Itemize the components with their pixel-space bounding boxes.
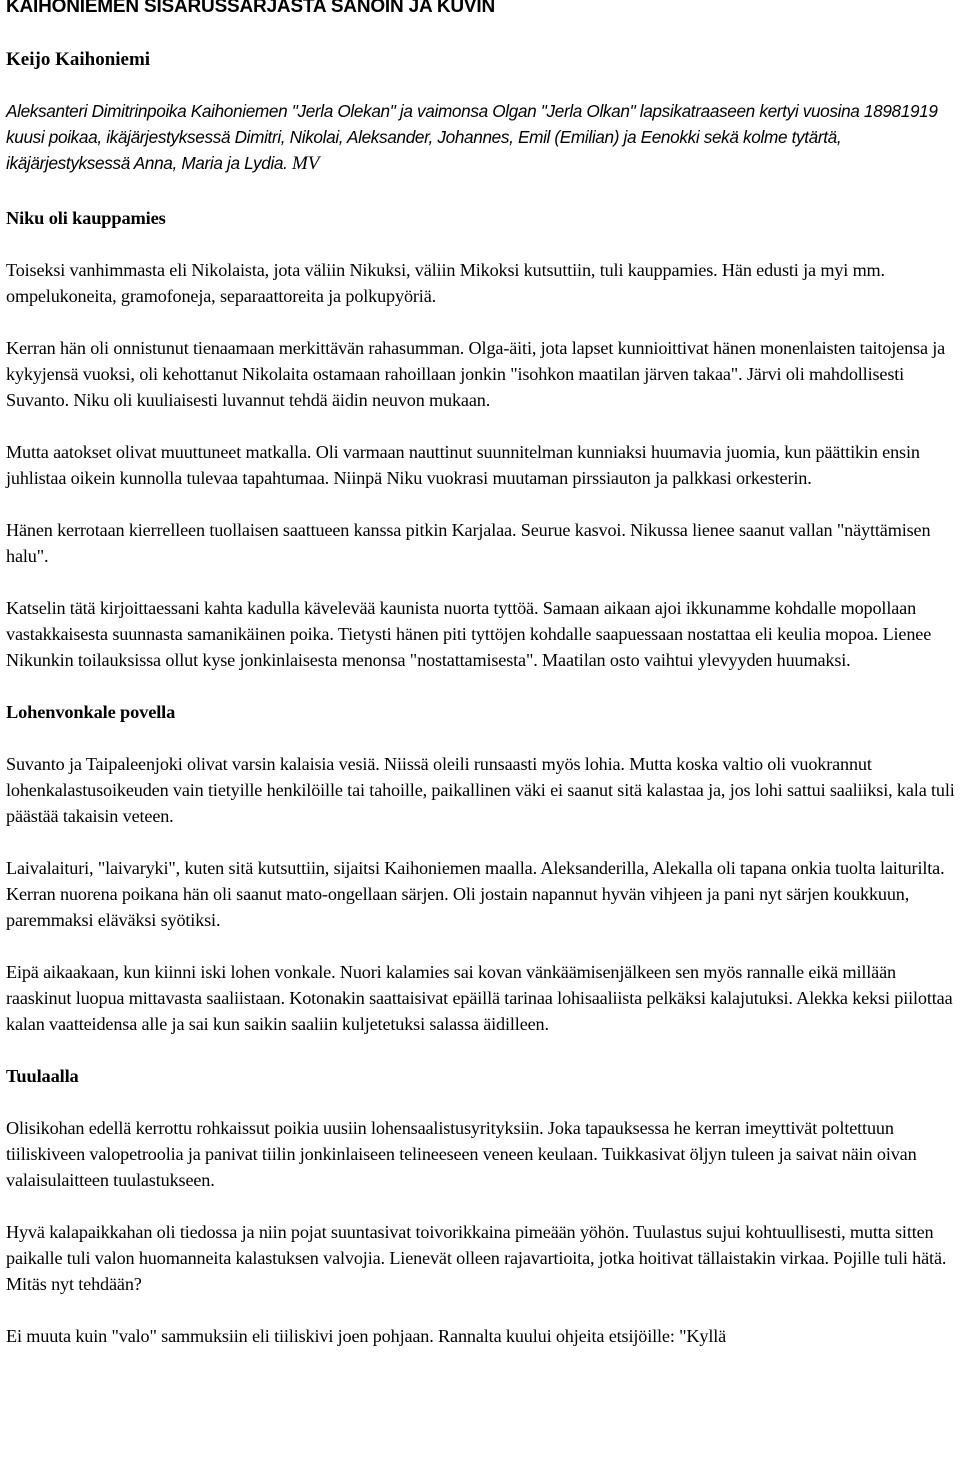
paragraph: Hänen kerrotaan kierrelleen tuollaisen saattueen kanssa pitkin Karjalaa. Seurue kasvoi. Nikussa lienee saanut vallan "näyttämisen halu". (6, 520, 931, 566)
paragraph: Mutta aatokset olivat muuttuneet matkalla. Oli varmaan nauttinut suunnitelman kunniaksi huumavia juomia, kun päättikin ensin juhlistaa oikein kunnolla tulevaa tapahtumaa. Niinpä Niku vuokrasi muutaman pirssiauton ja palkkasi orkesterin. (6, 442, 920, 488)
paragraph: Eipä aikaakaan, kun kiinni iski lohen vonkale. Nuori kalamies sai kovan vänkäämisenjälkeen sen myös rannalle eikä millään raaskinut luopua mittavasta saaliistaan. Kotonakin saattaisivat epäillä tarinaa lohisaaliista pelkäksi kalajutuksi. Alekka keksi piilottaa kalan vaatteidensa alle ja sai kun saikin saaliin kuljetetuksi salassa äidilleen. (6, 962, 953, 1034)
article-body (6, 205, 956, 1349)
intro-signature: MV (291, 153, 320, 174)
paragraph: Toiseksi vanhimmasta eli Nikolaista, jota väliin Nikuksi, väliin Mikoksi kutsuttiin, tuli kauppamies. Hän edusti ja myi mm. ompelukoneita, gramofoneja, separaattoreita ja polkupyöriä. (6, 260, 885, 306)
section-heading: Lohenvonkale povella (6, 702, 176, 722)
paragraph: Ei muuta kuin "valo" sammuksiin eli tiiliskivi joen pohjaan. Rannalta kuului ohjeita etsijöille: "Kyllä (6, 1326, 727, 1346)
paragraph: Kerran hän oli onnistunut tienaamaan merkittävän rahasumman. Olga-äiti, jota lapset kunnioittivat hänen monenlaisten taitojensa ja kykyjensä vuoksi, oli kehottanut Nikolaita ostamaan rahoillaan jonkin "isohkon maatilan järven takaa". Järvi oli mahdollisesti Suvanto. Niku oli kuuliaisesti luvannut tehdä äidin neuvon mukaan. (6, 338, 946, 410)
section-heading: Niku oli kauppamies (6, 208, 166, 228)
intro-paragraph (6, 98, 946, 177)
paragraph: Laivalaituri, "laivaryki", kuten sitä kutsuttiin, sijaitsi Kaihoniemen maalla. Aleksanderilla, Alekalla oli tapana onkia tuolta laiturilta. Kerran nuorena poikana hän oli saanut mato-ongellaan särjen. Oli jostain napannut hyvän vihjeen ja pani nyt särjen koukkuun, paremmaksi eläväksi syötiksi. (6, 858, 945, 930)
document-title: KAIHONIEMEN SISARUSSARJASTA SANOIN JA KUVIN (6, 0, 495, 17)
author-name: Keijo Kaihoniemi (6, 49, 151, 70)
paragraph: Suvanto ja Taipaleenjoki olivat varsin kalaisia vesiä. Niissä oleili runsaasti myös lohia. Mutta koska valtio oli vuokrannut lohenkalastusoikeuden vain tietyille henkilöille tai tahoille, paikallinen väki ei saanut sitä kalastaa ja, jos lohi sattui saaliiksi, kala tuli päästää takaisin veteen. (6, 754, 955, 826)
intro-text: Aleksanteri Dimitrinpoika Kaihoniemen "Jerla Olekan" ja vaimonsa Olgan "Jerla Olkan" lapsikatraaseen kertyi vuosina 18981919 kuusi poikaa, ikäjärjestyksessä Dimitri, Nikolai, Aleksander, Johannes, Emil (Emilian) ja Eenokki sekä kolme tytärtä, ikäjärjestyksessä Anna, Maria ja Lydia. (6, 101, 938, 173)
section-heading: Tuulaalla (6, 1066, 79, 1086)
paragraph: Katselin tätä kirjoittaessani kahta kadulla kävelevää kaunista nuorta tyttöä. Samaan aikaan ajoi ikkunamme kohdalle mopollaan vastakkaisesta suunnasta samanikäinen poika. Tietysti hänen piti tyttöjen kohdalle saapuessaan nostattaa eli keulia mopoa. Lienee Nikunkin toilauksissa ollut kyse jonkinlaisesta menonsa "nostattamisesta". Maatilan osto vaihtui ylevyyden huumaksi. (6, 598, 932, 670)
paragraph: Hyvä kalapaikkahan oli tiedossa ja niin pojat suuntasivat toivorikkaina pimeään yöhön. Tuulastus sujui kohtuullisesti, mutta sitten paikalle tuli valon huomanneita kalastuksen valvojia. Lienevät olleen rajavartioita, jotka hoitivat tällaistakin virkaa. Pojille tuli hätä. Mitäs nyt tehdään? (6, 1222, 947, 1294)
paragraph: Olisikohan edellä kerrottu rohkaissut poikia uusiin lohensaalistusyrityksiin. Joka tapauksessa he kerran imeyttivät poltettuun tiiliskiveen valopetroolia ja panivat tiilin jonkinlaiseen telineeseen veneen keulaan. Tuikkasivat öljyn tuleen ja saivat näin oivan valaisulaitteen tuulastukseen. (6, 1118, 917, 1190)
